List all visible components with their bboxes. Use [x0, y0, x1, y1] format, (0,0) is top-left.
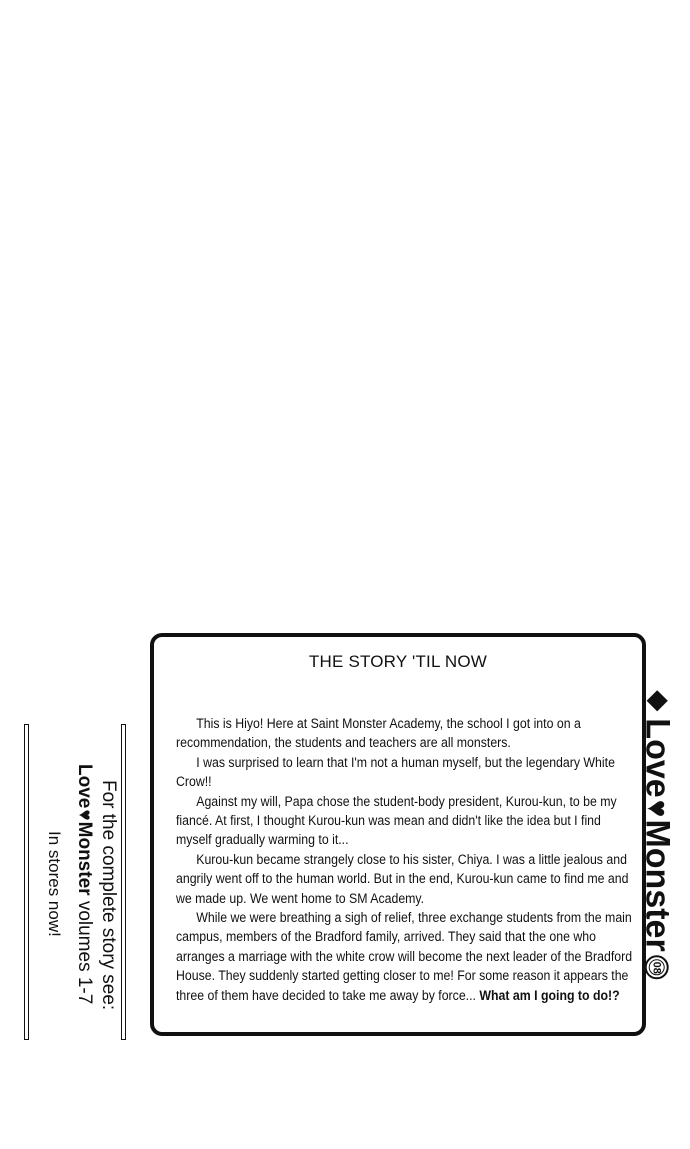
ad-border-right — [121, 724, 126, 1040]
story-body — [176, 714, 636, 1005]
story-paragraph: I was surprised to learn that I'm not a human myself, but the legendary White Crow!! — [176, 754, 615, 790]
story-box — [150, 633, 646, 1036]
heart-icon: ♥ — [74, 809, 95, 821]
story-paragraph: Against my will, Papa chose the student-body president, Kurou-kun, to be my fiancé. At first, I thought Kurou-kun was mean and didn't like the idea but I find myself gradually warming to it... — [176, 793, 617, 848]
logo-word-monster: Monster — [638, 818, 677, 952]
ad-title-love: Love — [74, 764, 95, 809]
ad-title-monster: Monster — [74, 821, 95, 896]
diamond-icon — [646, 690, 667, 711]
ad-border-left — [24, 724, 29, 1040]
story-closing-bold: What am I going to do!? — [479, 987, 620, 1003]
heart-icon: ♥ — [641, 799, 674, 817]
ad-volumes: volumes 1-7 — [74, 900, 95, 1005]
volume-badge: 08 — [645, 955, 669, 979]
story-title: THE STORY 'TIL NOW — [308, 652, 488, 671]
logo-word-love: Love — [638, 717, 677, 798]
story-paragraph: Kurou-kun became strangely close to his sister, Chiya. I was a little jealous and angrily went off to the human world. But in the end, Kurou-kun came to find me and we made up. We went home to SM Academy. — [176, 851, 629, 906]
ad-line-in-stores: In stores now! — [45, 831, 64, 937]
story-paragraph: This is Hiyo! Here at Saint Monster Academy, the school I got into on a recommendation, the students and teachers are all monsters. — [176, 716, 581, 751]
story-paragraph-last: While we were breathing a sigh of relief, three exchange students from the main campus, members of the Bradford family, arrived. They said that the one who arranges a marriage with the white crow will become the next leader of the Bradford House. They suddenly started getting closer to me! For some reason it appears the three of them have decided to take me away by force... What am I going to do!? — [176, 910, 633, 1003]
ad-line-complete-story: For the complete story see: — [98, 780, 119, 1011]
series-logo — [634, 686, 680, 986]
ad-line-title — [73, 764, 95, 1004]
